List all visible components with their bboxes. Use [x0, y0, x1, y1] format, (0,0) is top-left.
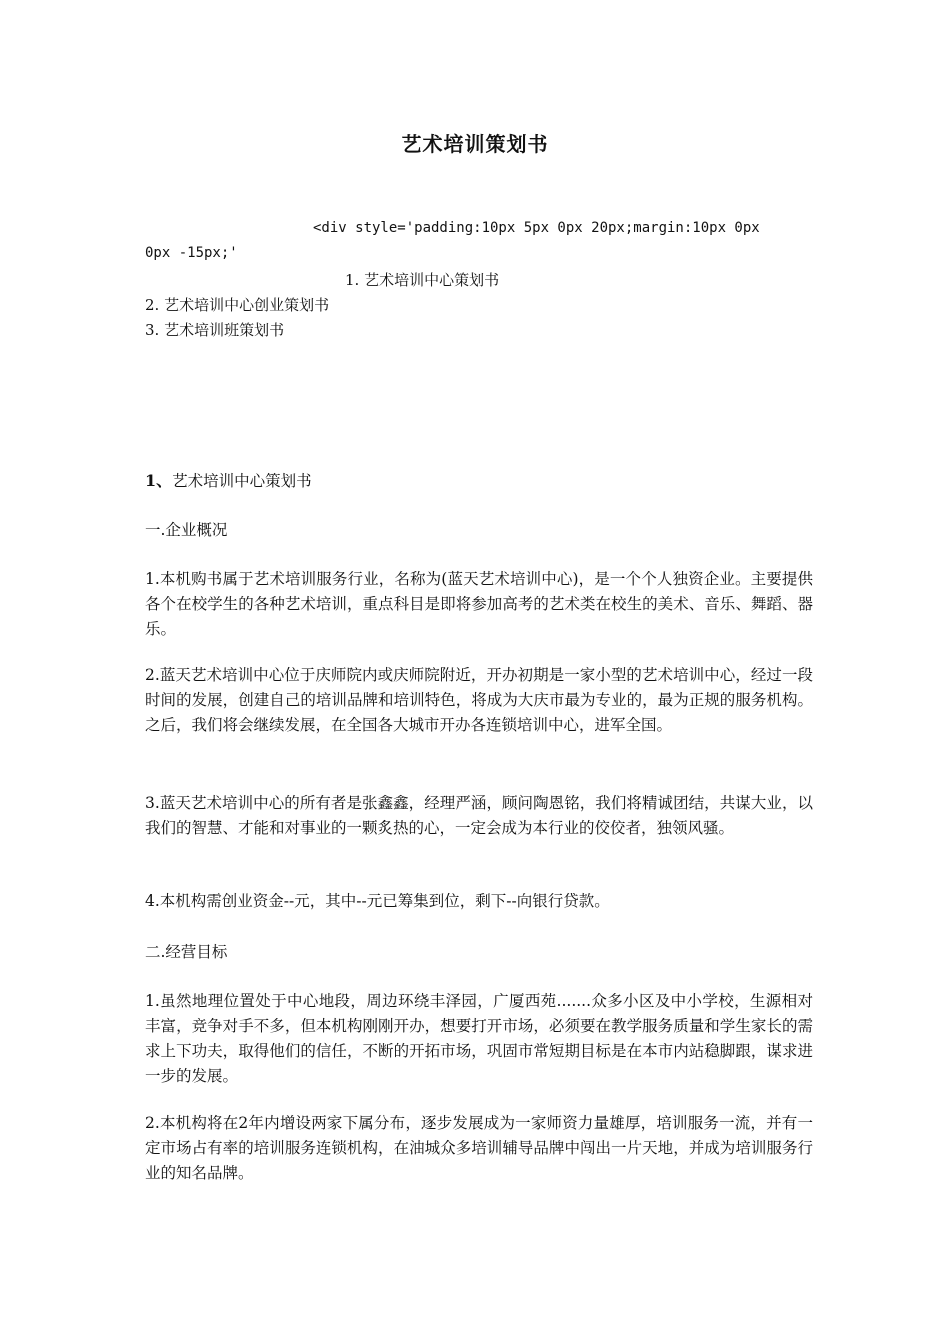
code-line-2: 0px -15px;' [145, 245, 238, 261]
paragraph: 2.本机构将在2年内增设两家下属分布，逐步发展成为一家师资力量雄厚，培训服务一流，并有一定市场占有率的培训服务连锁机构，在油城众多培训辅导品牌中闯出一片天地，并成为培训服务行业的知名品牌。 [145, 1114, 813, 1182]
toc-item-1[interactable]: 1. 艺术培训中心策划书 [345, 271, 500, 289]
section-1-title: 艺术培训中心策划书 [172, 472, 312, 490]
section-1-heading [145, 468, 312, 491]
paragraph: 4.本机构需创业资金--元，其中--元已筹集到位，剩下--向银行贷款。 [145, 892, 610, 910]
toc-item-3[interactable]: 3. 艺术培训班策划书 [145, 321, 285, 339]
part-2-heading: 二.经营目标 [145, 943, 228, 961]
paragraph: 1.虽然地理位置处于中心地段，周边环绕丰泽园，广厦西苑.......众多小区及中小学校，生源相对丰富，竞争对手不多，但本机构刚刚开办，想要打开市场，必须要在教学服务质量和学生家长的需求上下功夫，取得他们的信任，不断的开拓市场，巩固市常短期目标是在本市内站稳脚跟，谋求进一步的发展。 [145, 992, 813, 1085]
part-1-heading: 一.企业概况 [145, 521, 228, 539]
section-1-number: 1、 [145, 471, 173, 490]
paragraph: 1.本机购书属于艺术培训服务行业，名称为(蓝天艺术培训中心)，是一个个人独资企业。主要提供各个在校学生的各种艺术培训，重点科目是即将参加高考的艺术类在校生的美术、音乐、舞蹈、器乐。 [145, 570, 813, 638]
code-line-1: <div style='padding:10px 5px 0px 20px;margin:10px 0px [313, 220, 760, 236]
document-title: 艺术培训策划书 [401, 132, 549, 156]
toc-item-2[interactable]: 2. 艺术培训中心创业策划书 [145, 296, 330, 314]
paragraph: 2.蓝天艺术培训中心位于庆师院内或庆师院附近，开办初期是一家小型的艺术培训中心，经过一段时间的发展，创建自己的培训品牌和培训特色，将成为大庆市最为专业的，最为正规的服务机构。之后，我们将会继续发展，在全国各大城市开办各连锁培训中心，进军全国。 [145, 666, 813, 734]
paragraph: 3.蓝天艺术培训中心的所有者是张鑫鑫，经理严涵，顾问陶恩铭，我们将精诚团结，共谋大业，以我们的智慧、才能和对事业的一颗炙热的心，一定会成为本行业的佼佼者，独领风骚。 [145, 794, 813, 837]
